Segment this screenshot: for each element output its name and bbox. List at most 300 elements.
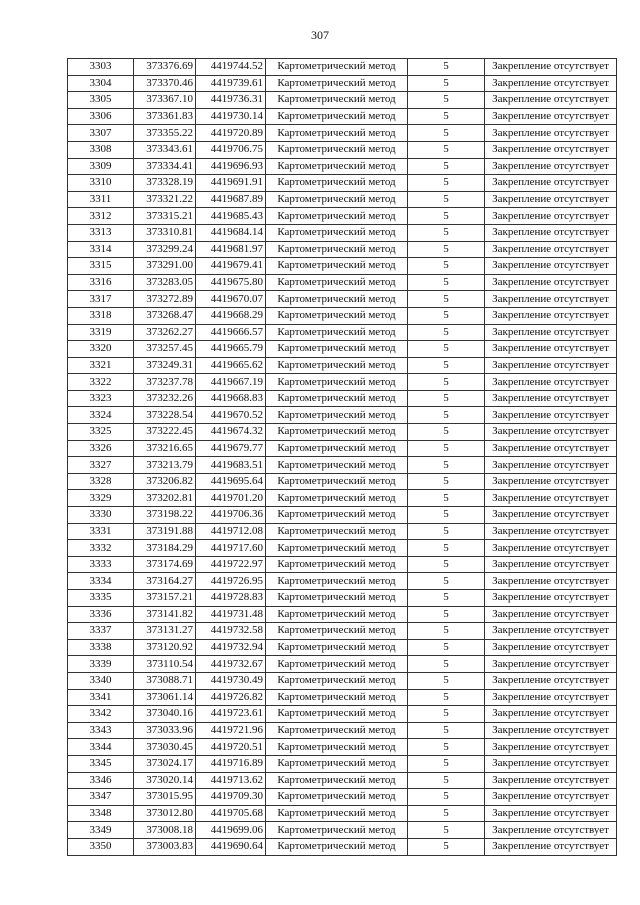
table-row [68, 59, 617, 76]
table-row [68, 175, 617, 192]
method-cell: Картометрический метод [266, 473, 408, 490]
coordinates-table [67, 58, 617, 856]
point-number-cell: 3319 [68, 324, 134, 341]
y-coordinate-cell: 4419679.77 [196, 440, 266, 457]
accuracy-cell: 5 [408, 407, 485, 424]
method-cell: Картометрический метод [266, 789, 408, 806]
fixing-status-cell: Закрепление отсутствует [485, 141, 617, 158]
x-coordinate-cell: 373015.95 [134, 789, 196, 806]
method-cell: Картометрический метод [266, 307, 408, 324]
method-cell: Картометрический метод [266, 590, 408, 607]
table-row [68, 341, 617, 358]
y-coordinate-cell: 4419687.89 [196, 191, 266, 208]
method-cell: Картометрический метод [266, 706, 408, 723]
point-number-cell: 3321 [68, 357, 134, 374]
fixing-status-cell: Закрепление отсутствует [485, 108, 617, 125]
x-coordinate-cell: 373110.54 [134, 656, 196, 673]
point-number-cell: 3309 [68, 158, 134, 175]
accuracy-cell: 5 [408, 523, 485, 540]
table-row [68, 838, 617, 855]
method-cell: Картометрический метод [266, 75, 408, 92]
table-row [68, 639, 617, 656]
fixing-status-cell: Закрепление отсутствует [485, 639, 617, 656]
fixing-status-cell: Закрепление отсутствует [485, 324, 617, 341]
accuracy-cell: 5 [408, 59, 485, 76]
x-coordinate-cell: 373040.16 [134, 706, 196, 723]
point-number-cell: 3317 [68, 291, 134, 308]
accuracy-cell: 5 [408, 191, 485, 208]
point-number-cell: 3336 [68, 606, 134, 623]
x-coordinate-cell: 373012.80 [134, 805, 196, 822]
x-coordinate-cell: 373361.83 [134, 108, 196, 125]
accuracy-cell: 5 [408, 838, 485, 855]
method-cell: Картометрический метод [266, 457, 408, 474]
point-number-cell: 3310 [68, 175, 134, 192]
accuracy-cell: 5 [408, 722, 485, 739]
x-coordinate-cell: 373008.18 [134, 822, 196, 839]
table-row [68, 241, 617, 258]
accuracy-cell: 5 [408, 357, 485, 374]
method-cell: Картометрический метод [266, 772, 408, 789]
method-cell: Картометрический метод [266, 755, 408, 772]
y-coordinate-cell: 4419732.94 [196, 639, 266, 656]
point-number-cell: 3311 [68, 191, 134, 208]
point-number-cell: 3312 [68, 208, 134, 225]
table-row [68, 805, 617, 822]
x-coordinate-cell: 373184.29 [134, 540, 196, 557]
table-row [68, 573, 617, 590]
fixing-status-cell: Закрепление отсутствует [485, 175, 617, 192]
y-coordinate-cell: 4419701.20 [196, 490, 266, 507]
table-row [68, 656, 617, 673]
table-row [68, 191, 617, 208]
table-row [68, 158, 617, 175]
point-number-cell: 3335 [68, 590, 134, 607]
page-number: 307 [311, 28, 329, 42]
y-coordinate-cell: 4419699.06 [196, 822, 266, 839]
fixing-status-cell: Закрепление отсутствует [485, 838, 617, 855]
table-row [68, 706, 617, 723]
x-coordinate-cell: 373355.22 [134, 125, 196, 142]
point-number-cell: 3314 [68, 241, 134, 258]
y-coordinate-cell: 4419706.75 [196, 141, 266, 158]
method-cell: Картометрический метод [266, 722, 408, 739]
accuracy-cell: 5 [408, 606, 485, 623]
fixing-status-cell: Закрепление отсутствует [485, 822, 617, 839]
accuracy-cell: 5 [408, 75, 485, 92]
y-coordinate-cell: 4419665.62 [196, 357, 266, 374]
fixing-status-cell: Закрепление отсутствует [485, 341, 617, 358]
table-row [68, 772, 617, 789]
method-cell: Картометрический метод [266, 357, 408, 374]
x-coordinate-cell: 373370.46 [134, 75, 196, 92]
fixing-status-cell: Закрепление отсутствует [485, 440, 617, 457]
point-number-cell: 3341 [68, 689, 134, 706]
method-cell: Картометрический метод [266, 689, 408, 706]
method-cell: Картометрический метод [266, 191, 408, 208]
x-coordinate-cell: 373088.71 [134, 672, 196, 689]
y-coordinate-cell: 4419717.60 [196, 540, 266, 557]
y-coordinate-cell: 4419681.97 [196, 241, 266, 258]
accuracy-cell: 5 [408, 706, 485, 723]
table-row [68, 258, 617, 275]
fixing-status-cell: Закрепление отсутствует [485, 473, 617, 490]
table-row [68, 822, 617, 839]
x-coordinate-cell: 373157.21 [134, 590, 196, 607]
accuracy-cell: 5 [408, 573, 485, 590]
table-row [68, 457, 617, 474]
accuracy-cell: 5 [408, 490, 485, 507]
table-row [68, 390, 617, 407]
x-coordinate-cell: 373268.47 [134, 307, 196, 324]
x-coordinate-cell: 373141.82 [134, 606, 196, 623]
table-row [68, 755, 617, 772]
x-coordinate-cell: 373003.83 [134, 838, 196, 855]
fixing-status-cell: Закрепление отсутствует [485, 191, 617, 208]
method-cell: Картометрический метод [266, 224, 408, 241]
x-coordinate-cell: 373237.78 [134, 374, 196, 391]
accuracy-cell: 5 [408, 274, 485, 291]
x-coordinate-cell: 373202.81 [134, 490, 196, 507]
table-row [68, 556, 617, 573]
fixing-status-cell: Закрепление отсутствует [485, 158, 617, 175]
y-coordinate-cell: 4419728.83 [196, 590, 266, 607]
accuracy-cell: 5 [408, 739, 485, 756]
fixing-status-cell: Закрепление отсутствует [485, 390, 617, 407]
y-coordinate-cell: 4419744.52 [196, 59, 266, 76]
point-number-cell: 3328 [68, 473, 134, 490]
method-cell: Картометрический метод [266, 291, 408, 308]
table-row [68, 274, 617, 291]
y-coordinate-cell: 4419726.95 [196, 573, 266, 590]
point-number-cell: 3308 [68, 141, 134, 158]
accuracy-cell: 5 [408, 125, 485, 142]
y-coordinate-cell: 4419706.36 [196, 507, 266, 524]
table-row [68, 141, 617, 158]
x-coordinate-cell: 373228.54 [134, 407, 196, 424]
table-row [68, 672, 617, 689]
point-number-cell: 3347 [68, 789, 134, 806]
point-number-cell: 3322 [68, 374, 134, 391]
fixing-status-cell: Закрепление отсутствует [485, 755, 617, 772]
y-coordinate-cell: 4419722.97 [196, 556, 266, 573]
x-coordinate-cell: 373164.27 [134, 573, 196, 590]
x-coordinate-cell: 373213.79 [134, 457, 196, 474]
x-coordinate-cell: 373232.26 [134, 390, 196, 407]
table-row [68, 357, 617, 374]
accuracy-cell: 5 [408, 324, 485, 341]
fixing-status-cell: Закрепление отсутствует [485, 208, 617, 225]
x-coordinate-cell: 373283.05 [134, 274, 196, 291]
method-cell: Картометрический метод [266, 440, 408, 457]
fixing-status-cell: Закрепление отсутствует [485, 241, 617, 258]
accuracy-cell: 5 [408, 656, 485, 673]
point-number-cell: 3332 [68, 540, 134, 557]
method-cell: Картометрический метод [266, 490, 408, 507]
point-number-cell: 3324 [68, 407, 134, 424]
table-row [68, 407, 617, 424]
method-cell: Картометрический метод [266, 656, 408, 673]
x-coordinate-cell: 373222.45 [134, 424, 196, 441]
method-cell: Картометрический метод [266, 241, 408, 258]
point-number-cell: 3305 [68, 92, 134, 109]
method-cell: Картометрический метод [266, 258, 408, 275]
y-coordinate-cell: 4419665.79 [196, 341, 266, 358]
fixing-status-cell: Закрепление отсутствует [485, 490, 617, 507]
table-row [68, 324, 617, 341]
x-coordinate-cell: 373131.27 [134, 623, 196, 640]
x-coordinate-cell: 373249.31 [134, 357, 196, 374]
fixing-status-cell: Закрепление отсутствует [485, 75, 617, 92]
point-number-cell: 3339 [68, 656, 134, 673]
accuracy-cell: 5 [408, 805, 485, 822]
fixing-status-cell: Закрепление отсутствует [485, 407, 617, 424]
fixing-status-cell: Закрепление отсутствует [485, 357, 617, 374]
y-coordinate-cell: 4419690.64 [196, 838, 266, 855]
point-number-cell: 3348 [68, 805, 134, 822]
point-number-cell: 3331 [68, 523, 134, 540]
y-coordinate-cell: 4419666.57 [196, 324, 266, 341]
x-coordinate-cell: 373033.96 [134, 722, 196, 739]
point-number-cell: 3344 [68, 739, 134, 756]
method-cell: Картометрический метод [266, 108, 408, 125]
y-coordinate-cell: 4419670.07 [196, 291, 266, 308]
fixing-status-cell: Закрепление отсутствует [485, 772, 617, 789]
fixing-status-cell: Закрепление отсутствует [485, 739, 617, 756]
accuracy-cell: 5 [408, 424, 485, 441]
accuracy-cell: 5 [408, 141, 485, 158]
method-cell: Картометрический метод [266, 175, 408, 192]
method-cell: Картометрический метод [266, 556, 408, 573]
x-coordinate-cell: 373198.22 [134, 507, 196, 524]
accuracy-cell: 5 [408, 291, 485, 308]
x-coordinate-cell: 373257.45 [134, 341, 196, 358]
table-row [68, 523, 617, 540]
point-number-cell: 3303 [68, 59, 134, 76]
y-coordinate-cell: 4419674.32 [196, 424, 266, 441]
fixing-status-cell: Закрепление отсутствует [485, 623, 617, 640]
method-cell: Картометрический метод [266, 59, 408, 76]
y-coordinate-cell: 4419731.48 [196, 606, 266, 623]
fixing-status-cell: Закрепление отсутствует [485, 507, 617, 524]
accuracy-cell: 5 [408, 440, 485, 457]
method-cell: Картометрический метод [266, 540, 408, 557]
x-coordinate-cell: 373321.22 [134, 191, 196, 208]
table-row [68, 789, 617, 806]
table-row [68, 307, 617, 324]
table-row [68, 590, 617, 607]
table-row [68, 92, 617, 109]
y-coordinate-cell: 4419684.14 [196, 224, 266, 241]
x-coordinate-cell: 373020.14 [134, 772, 196, 789]
point-number-cell: 3318 [68, 307, 134, 324]
fixing-status-cell: Закрепление отсутствует [485, 307, 617, 324]
x-coordinate-cell: 373328.19 [134, 175, 196, 192]
method-cell: Картометрический метод [266, 606, 408, 623]
table-row [68, 125, 617, 142]
method-cell: Картометрический метод [266, 208, 408, 225]
fixing-status-cell: Закрепление отсутствует [485, 291, 617, 308]
x-coordinate-cell: 373291.00 [134, 258, 196, 275]
method-cell: Картометрический метод [266, 507, 408, 524]
point-number-cell: 3316 [68, 274, 134, 291]
y-coordinate-cell: 4419739.61 [196, 75, 266, 92]
accuracy-cell: 5 [408, 108, 485, 125]
x-coordinate-cell: 373376.69 [134, 59, 196, 76]
x-coordinate-cell: 373367.10 [134, 92, 196, 109]
method-cell: Картометрический метод [266, 672, 408, 689]
x-coordinate-cell: 373030.45 [134, 739, 196, 756]
table-row [68, 424, 617, 441]
method-cell: Картометрический метод [266, 341, 408, 358]
x-coordinate-cell: 373191.88 [134, 523, 196, 540]
y-coordinate-cell: 4419732.58 [196, 623, 266, 640]
x-coordinate-cell: 373310.81 [134, 224, 196, 241]
method-cell: Картометрический метод [266, 274, 408, 291]
method-cell: Картометрический метод [266, 407, 408, 424]
accuracy-cell: 5 [408, 556, 485, 573]
y-coordinate-cell: 4419720.89 [196, 125, 266, 142]
fixing-status-cell: Закрепление отсутствует [485, 92, 617, 109]
x-coordinate-cell: 373120.92 [134, 639, 196, 656]
table-row [68, 224, 617, 241]
accuracy-cell: 5 [408, 374, 485, 391]
x-coordinate-cell: 373343.61 [134, 141, 196, 158]
x-coordinate-cell: 373024.17 [134, 755, 196, 772]
point-number-cell: 3337 [68, 623, 134, 640]
y-coordinate-cell: 4419696.93 [196, 158, 266, 175]
fixing-status-cell: Закрепление отсутствует [485, 224, 617, 241]
table-row [68, 739, 617, 756]
accuracy-cell: 5 [408, 672, 485, 689]
point-number-cell: 3346 [68, 772, 134, 789]
accuracy-cell: 5 [408, 772, 485, 789]
accuracy-cell: 5 [408, 258, 485, 275]
accuracy-cell: 5 [408, 639, 485, 656]
fixing-status-cell: Закрепление отсутствует [485, 606, 617, 623]
method-cell: Картометрический метод [266, 324, 408, 341]
point-number-cell: 3330 [68, 507, 134, 524]
fixing-status-cell: Закрепление отсутствует [485, 457, 617, 474]
table-row [68, 208, 617, 225]
point-number-cell: 3323 [68, 390, 134, 407]
table-row [68, 108, 617, 125]
y-coordinate-cell: 4419685.43 [196, 208, 266, 225]
point-number-cell: 3340 [68, 672, 134, 689]
y-coordinate-cell: 4419675.80 [196, 274, 266, 291]
x-coordinate-cell: 373216.65 [134, 440, 196, 457]
fixing-status-cell: Закрепление отсутствует [485, 590, 617, 607]
method-cell: Картометрический метод [266, 390, 408, 407]
x-coordinate-cell: 373272.89 [134, 291, 196, 308]
point-number-cell: 3327 [68, 457, 134, 474]
method-cell: Картометрический метод [266, 92, 408, 109]
fixing-status-cell: Закрепление отсутствует [485, 805, 617, 822]
method-cell: Картометрический метод [266, 158, 408, 175]
point-number-cell: 3313 [68, 224, 134, 241]
y-coordinate-cell: 4419712.08 [196, 523, 266, 540]
fixing-status-cell: Закрепление отсутствует [485, 689, 617, 706]
table-row [68, 473, 617, 490]
point-number-cell: 3349 [68, 822, 134, 839]
table-row [68, 540, 617, 557]
y-coordinate-cell: 4419668.29 [196, 307, 266, 324]
table-row [68, 490, 617, 507]
table-row [68, 291, 617, 308]
table-row [68, 606, 617, 623]
method-cell: Картометрический метод [266, 739, 408, 756]
accuracy-cell: 5 [408, 224, 485, 241]
x-coordinate-cell: 373315.21 [134, 208, 196, 225]
y-coordinate-cell: 4419723.61 [196, 706, 266, 723]
accuracy-cell: 5 [408, 689, 485, 706]
point-number-cell: 3345 [68, 755, 134, 772]
method-cell: Картометрический метод [266, 424, 408, 441]
fixing-status-cell: Закрепление отсутствует [485, 706, 617, 723]
point-number-cell: 3304 [68, 75, 134, 92]
table-row [68, 722, 617, 739]
y-coordinate-cell: 4419730.14 [196, 108, 266, 125]
method-cell: Картометрический метод [266, 838, 408, 855]
point-number-cell: 3307 [68, 125, 134, 142]
method-cell: Картометрический метод [266, 523, 408, 540]
accuracy-cell: 5 [408, 822, 485, 839]
point-number-cell: 3306 [68, 108, 134, 125]
x-coordinate-cell: 373174.69 [134, 556, 196, 573]
accuracy-cell: 5 [408, 241, 485, 258]
fixing-status-cell: Закрепление отсутствует [485, 789, 617, 806]
accuracy-cell: 5 [408, 208, 485, 225]
accuracy-cell: 5 [408, 158, 485, 175]
accuracy-cell: 5 [408, 307, 485, 324]
method-cell: Картометрический метод [266, 374, 408, 391]
fixing-status-cell: Закрепление отсутствует [485, 672, 617, 689]
x-coordinate-cell: 373299.24 [134, 241, 196, 258]
method-cell: Картометрический метод [266, 125, 408, 142]
y-coordinate-cell: 4419721.96 [196, 722, 266, 739]
fixing-status-cell: Закрепление отсутствует [485, 523, 617, 540]
fixing-status-cell: Закрепление отсутствует [485, 374, 617, 391]
accuracy-cell: 5 [408, 175, 485, 192]
point-number-cell: 3338 [68, 639, 134, 656]
fixing-status-cell: Закрепление отсутствует [485, 258, 617, 275]
y-coordinate-cell: 4419713.62 [196, 772, 266, 789]
y-coordinate-cell: 4419726.82 [196, 689, 266, 706]
fixing-status-cell: Закрепление отсутствует [485, 722, 617, 739]
accuracy-cell: 5 [408, 341, 485, 358]
y-coordinate-cell: 4419668.83 [196, 390, 266, 407]
fixing-status-cell: Закрепление отсутствует [485, 656, 617, 673]
fixing-status-cell: Закрепление отсутствует [485, 424, 617, 441]
y-coordinate-cell: 4419683.51 [196, 457, 266, 474]
x-coordinate-cell: 373262.27 [134, 324, 196, 341]
point-number-cell: 3334 [68, 573, 134, 590]
point-number-cell: 3315 [68, 258, 134, 275]
accuracy-cell: 5 [408, 590, 485, 607]
fixing-status-cell: Закрепление отсутствует [485, 573, 617, 590]
method-cell: Картометрический метод [266, 623, 408, 640]
point-number-cell: 3343 [68, 722, 134, 739]
x-coordinate-cell: 373061.14 [134, 689, 196, 706]
y-coordinate-cell: 4419732.67 [196, 656, 266, 673]
accuracy-cell: 5 [408, 473, 485, 490]
y-coordinate-cell: 4419670.52 [196, 407, 266, 424]
x-coordinate-cell: 373206.82 [134, 473, 196, 490]
accuracy-cell: 5 [408, 92, 485, 109]
y-coordinate-cell: 4419720.51 [196, 739, 266, 756]
method-cell: Картометрический метод [266, 141, 408, 158]
fixing-status-cell: Закрепление отсутствует [485, 540, 617, 557]
